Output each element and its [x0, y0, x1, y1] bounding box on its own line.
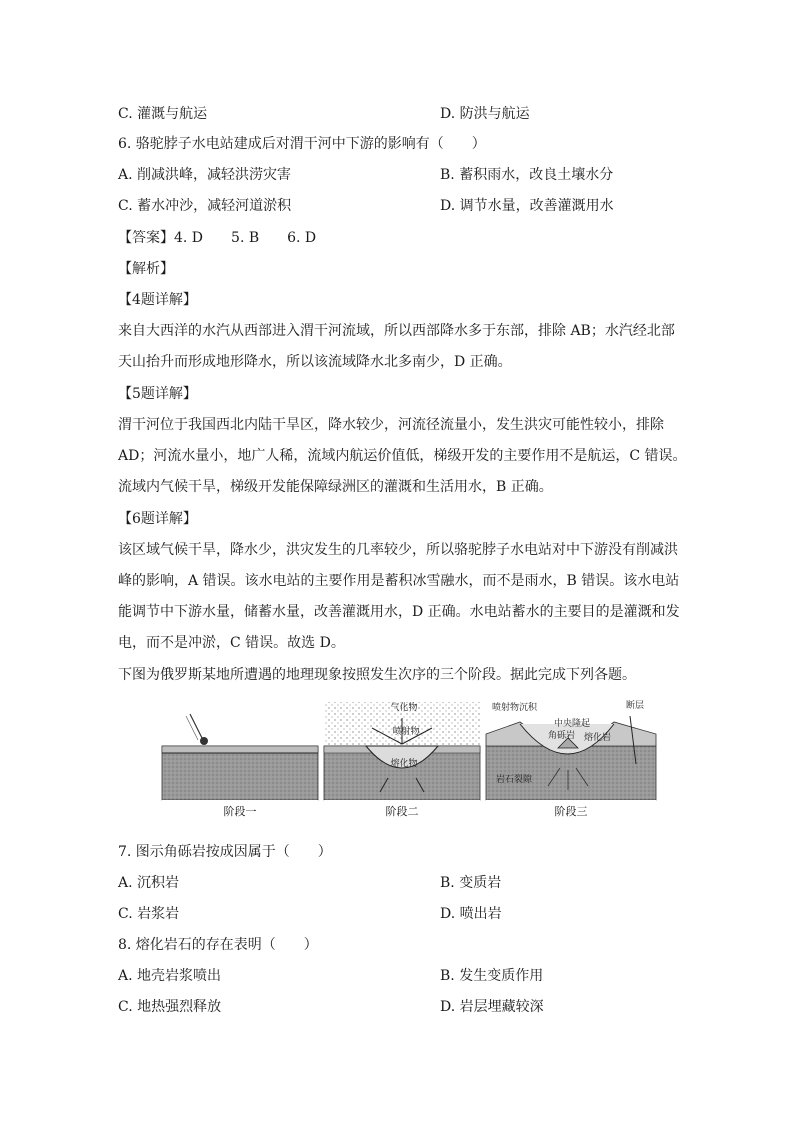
analysis-label: 【解析】 [118, 261, 174, 277]
stage-two-panel [324, 701, 480, 820]
q7-option-b: B. 变质岩 [440, 875, 502, 891]
stage-one-label: 阶段一 [223, 805, 257, 818]
q6-explanation [118, 535, 686, 659]
ejecta-label: 喷射物 [392, 727, 420, 737]
breccia-label: 角砾岩 [548, 731, 576, 741]
stage-three-label: 阶段三 [554, 805, 588, 818]
q7-option-d: D. 喷出岩 [440, 906, 502, 922]
q7-stem: 7. 图示角砾岩按成因属于（ ） [118, 844, 332, 860]
q4-line: 来自大西洋的水汽从西部进入渭干河流域，所以西部降水多于东部，排除 AB；水汽经北部 [118, 323, 675, 339]
q6-options-row-ab [118, 165, 678, 185]
q8-option-a: A. 地壳岩浆喷出 [118, 968, 222, 984]
q8-option-b: B. 发生变质作用 [440, 968, 544, 984]
q5-options-row-cd [118, 104, 678, 124]
q8-option-c: C. 地热强烈释放 [118, 999, 222, 1015]
q5-line: 流域内气候干旱，梯级开发能保障绿洲区的灌溉和生活用水，B 正确。 [118, 479, 553, 495]
q6-line: 峰的影响，A 错误。该水电站的主要作用是蓄积冰雪融水，而不是雨水，B 错误。该水电站 [118, 573, 680, 589]
q5-explanation [118, 410, 686, 503]
figure-intro: 下图为俄罗斯某地所遭遇的地理现象按照发生次序的三个阶段。据此完成下列各题。 [118, 667, 636, 683]
q8-options-row-cd [118, 997, 678, 1017]
q6-option-d: D. 调节水量，改善灌溉用水 [440, 198, 614, 214]
q6-options-row-cd [118, 196, 678, 216]
q6-line: 能调节中下游水量，储蓄水量，改善灌溉用水，D 正确。水电站蓄水的主要目的是灌溉和发 [118, 604, 680, 620]
q5-option-d: D. 防洪与航运 [440, 106, 530, 122]
q4-line: 天山抬升而形成地形降水，所以该流域降水北多南少，D 正确。 [118, 354, 512, 370]
answer-line: 【答案】4. D 5. B 6. D [118, 230, 317, 246]
rock-fracture-label: 岩石裂隙 [496, 775, 533, 785]
impact-stages-figure [160, 694, 660, 822]
q8-option-d: D. 岩层埋藏较深 [440, 999, 544, 1015]
q5-line: AD；河流水量小，地广人稀，流域内航运价值低，梯级开发的主要作用不是航运，C 错误。 [118, 448, 687, 464]
q6-line: 该区域气候干旱，降水少，洪灾发生的几率较少，所以骆驼脖子水电站对中下游没有削减洪 [118, 542, 678, 558]
q7-option-a: A. 沉积岩 [118, 875, 180, 891]
meteorite-icon [186, 714, 208, 745]
q6-option-a: A. 削减洪峰，减轻洪涝灾害 [118, 167, 292, 183]
q6-header: 【6题详解】 [118, 511, 197, 527]
stage-one-panel [162, 714, 318, 820]
stage-three-panel [486, 699, 656, 820]
central-uplift-label: 中央隆起 [554, 719, 591, 729]
q4-header: 【4题详解】 [118, 292, 197, 308]
q8-options-row-ab [118, 966, 678, 986]
q5-line: 渭干河位于我国西北内陆干旱区，降水较少，河流径流量小，发生洪灾可能性较小，排除 [118, 417, 664, 433]
q5-option-c: C. 灌溉与航运 [118, 106, 208, 122]
melt-rock-label: 熔化岩 [584, 733, 612, 743]
ejecta-deposit-label: 喷射物沉积 [492, 703, 538, 713]
q7-option-c: C. 岩浆岩 [118, 906, 180, 922]
q6-line: 电，而不是冲淤，C 错误。故选 D。 [118, 635, 345, 651]
fault-label: 断层 [626, 701, 645, 711]
q5-header: 【5题详解】 [118, 386, 197, 402]
melt-label: 熔化物 [390, 759, 418, 769]
q8-stem: 8. 熔化岩石的存在表明（ ） [118, 937, 318, 953]
q7-options-row-ab [118, 873, 678, 893]
q4-explanation [118, 316, 686, 378]
q6-stem: 6. 骆驼脖子水电站建成后对渭干河中下游的影响有（ ） [118, 136, 486, 152]
gas-label: 气化物 [390, 703, 418, 713]
q6-option-c: C. 蓄水冲沙，减轻河道淤积 [118, 198, 292, 214]
q7-options-row-cd [118, 904, 678, 924]
impact-stages-diagram [160, 694, 660, 822]
q6-option-b: B. 蓄积雨水，改良土壤水分 [440, 167, 614, 183]
stage-two-label: 阶段二 [385, 805, 419, 818]
